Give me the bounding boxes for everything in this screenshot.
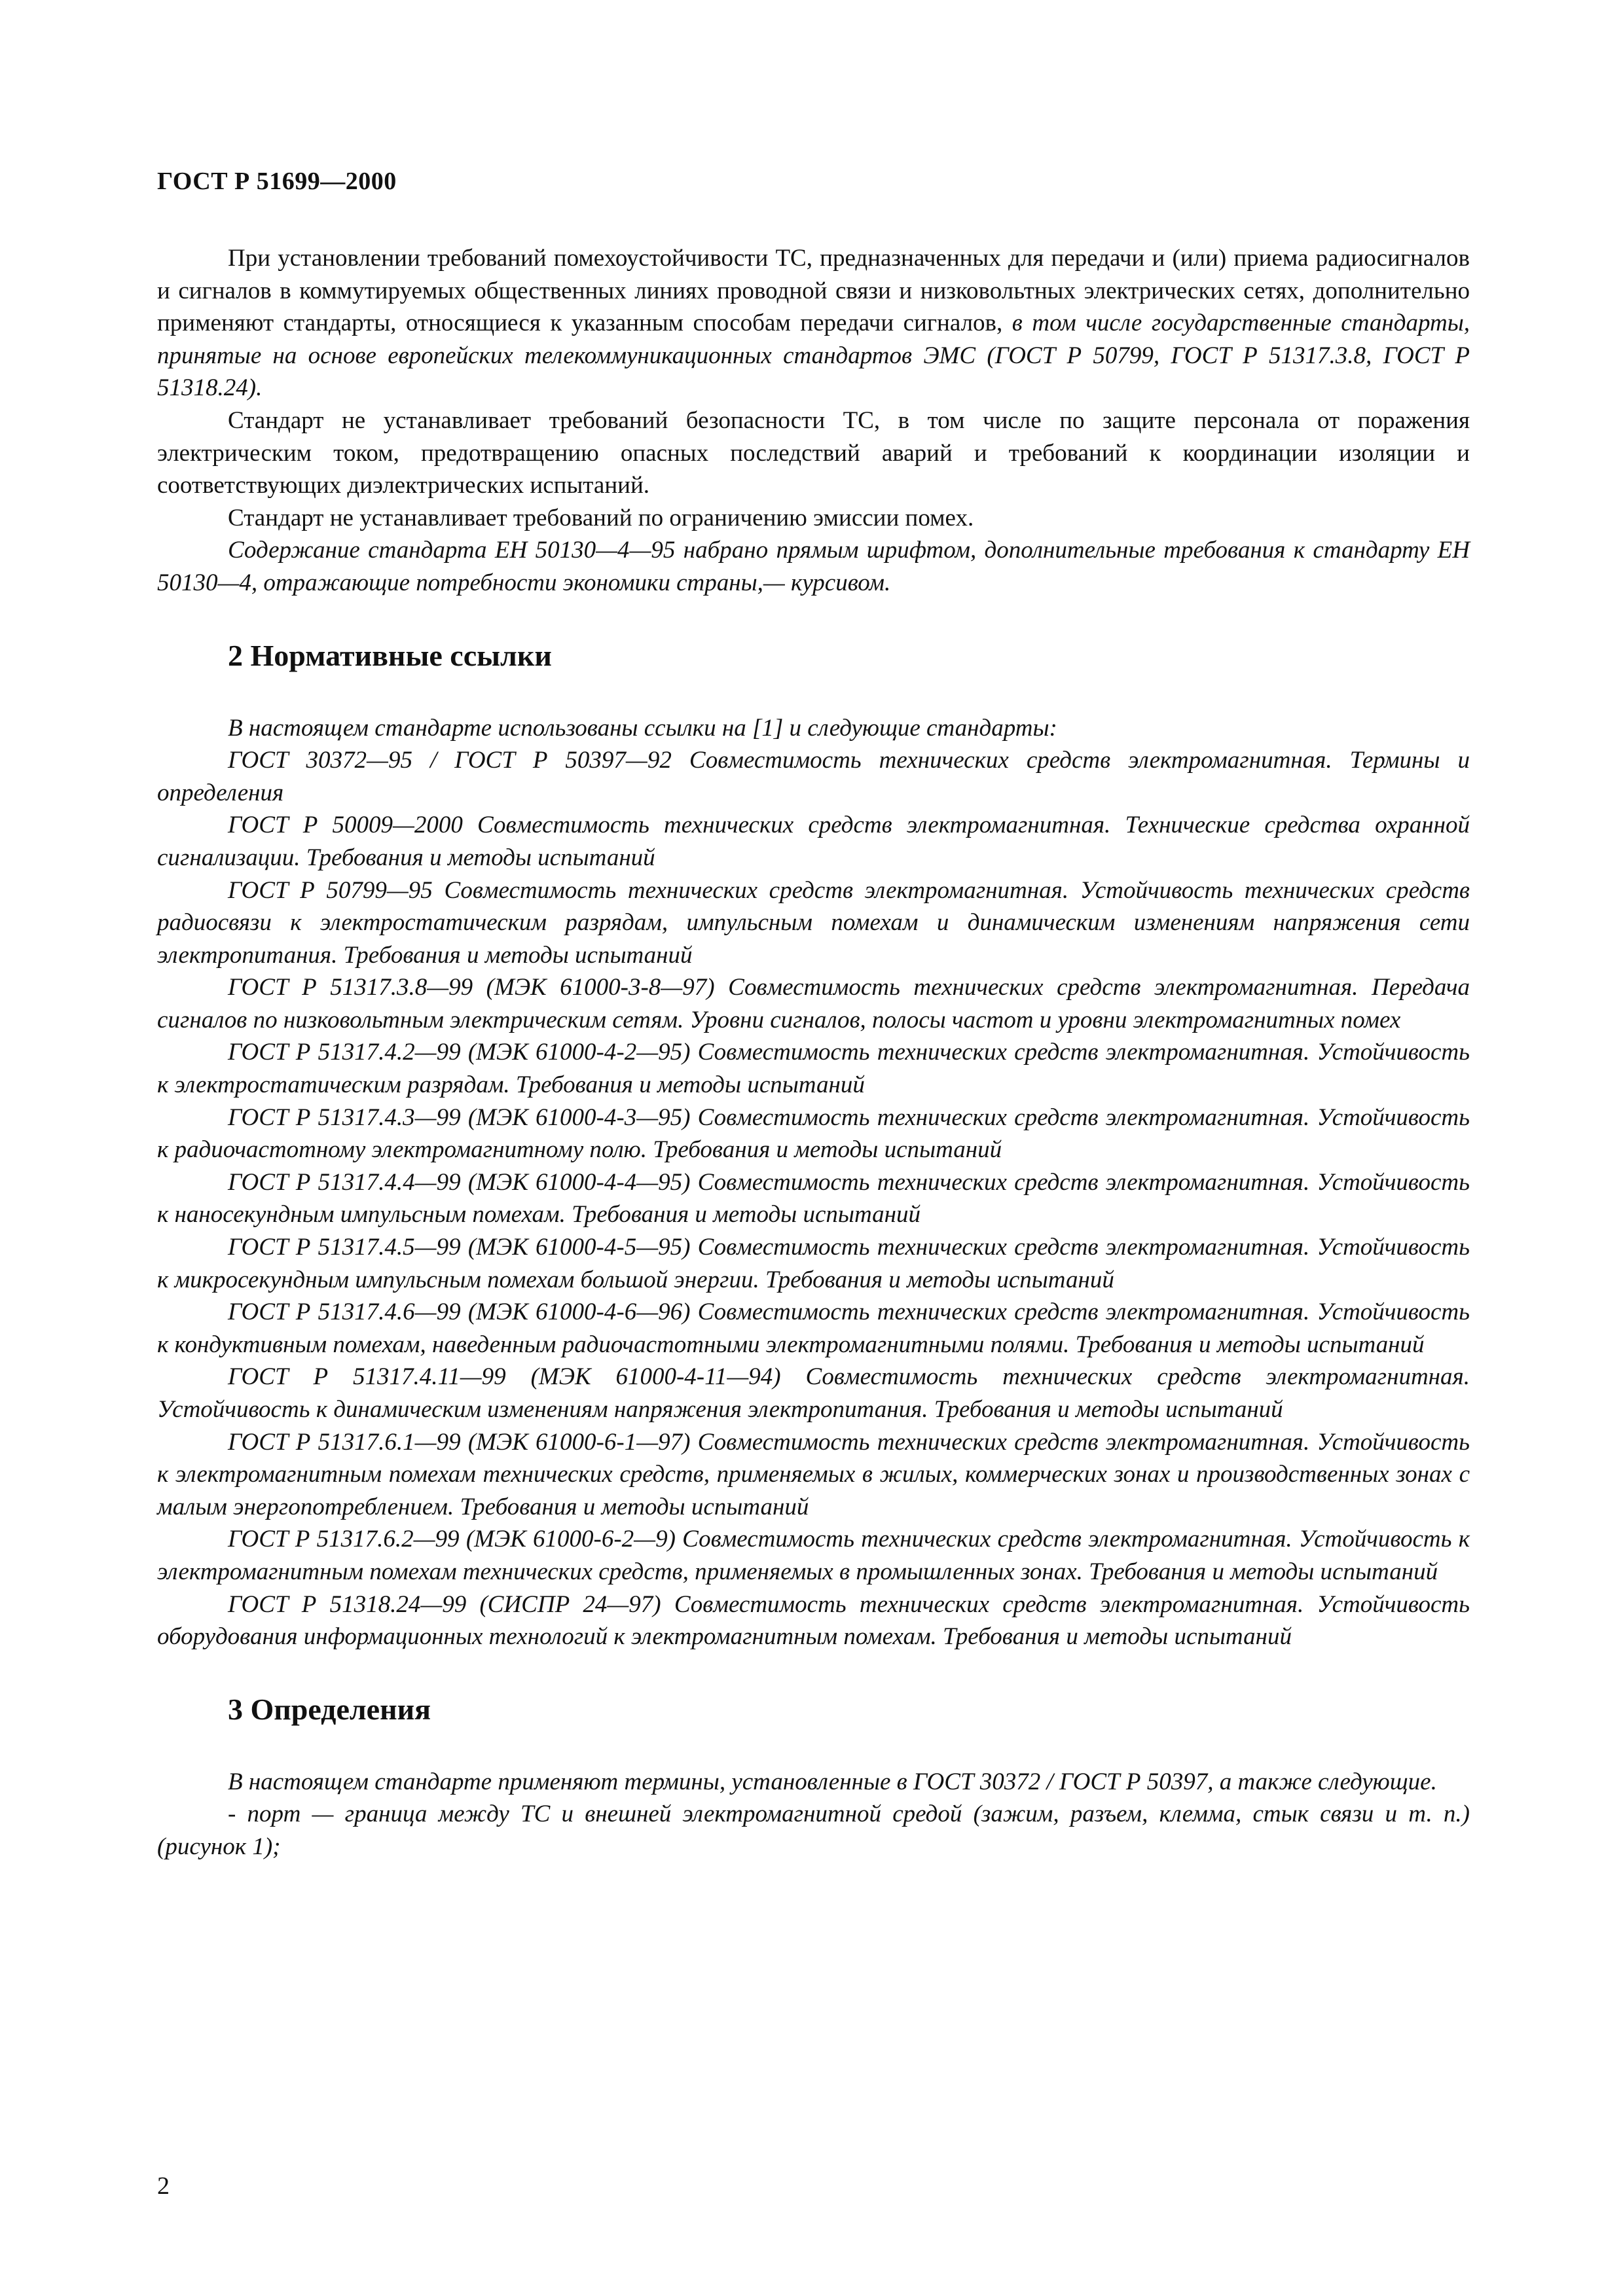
section-2-heading: 2 Нормативные ссылки: [228, 638, 552, 672]
reference-item: ГОСТ Р 50009—2000 Совместимость технических средств электромагнитная. Технические средства охранной сигнализации. Требования и методы испытаний: [157, 812, 1470, 871]
intro-paragraph-1-regular: При установлении требований помехоустойчивости ТС, предназначенных для передачи и (или) приема радиосигналов и сигналов в коммутируемых общественных линиях проводной связи и низковольтных электрических сетях, дополнительно применяют стандарты, относящиеся к указанным способам передачи сигналов,: [157, 245, 1470, 337]
reference-item: ГОСТ Р 51318.24—99 (СИСПР 24—97) Совместимость технических средств электромагнитная. Устойчивость оборудования информационных технологий к электромагнитным помехам. Требования и методы испытаний: [157, 1590, 1470, 1651]
reference-item: ГОСТ Р 51317.4.5—99 (МЭК 61000-4-5—95) Совместимость технических средств электромагнитная. Устойчивость к микросекундным импульсным помехам большой энергии. Требования и методы испытаний: [157, 1234, 1470, 1293]
reference-item: ГОСТ Р 50799—95 Совместимость технических средств электромагнитная. Устойчивость технических средств радиосвязи к электростатическим разрядам, импульсным помехам и динамическим изменениям напряжения сети электропитания. Требования и методы испытаний: [157, 876, 1470, 969]
reference-item: ГОСТ Р 51317.4.2—99 (МЭК 61000-4-2—95) Совместимость технических средств электромагнитная. Устойчивость к электростатическим разрядам. Требования и методы испытаний: [157, 1039, 1470, 1099]
reference-item: ГОСТ Р 51317.6.1—99 (МЭК 61000-6-1—97) Совместимость технических средств электромагнитная. Устойчивость к электромагнитным помехам технических средств, применяемых в жилых, коммерческих зонах и производственных зонах с малым энергопотреблением. Требования и методы испытаний: [157, 1428, 1470, 1520]
intro-paragraph-2: Стандарт не устанавливает требований безопасности ТС, в том числе по защите персонала от поражения электрическим током, предотвращению опасных последствий аварий и требований к координации изоляции и соответствующих диэлектрических испытаний.: [157, 406, 1470, 499]
intro-paragraph-1-italic: в том числе государственные стандарты, принятые на основе европейских телекоммуникационных стандартов ЭМС (ГОСТ Р 50799, ГОСТ Р 51317.3.8, ГОСТ Р 51318.24).: [157, 310, 1470, 402]
reference-item: ГОСТ Р 51317.4.4—99 (МЭК 61000-4-4—95) Совместимость технических средств электромагнитная. Устойчивость к наносекундным импульсным помехам. Требования и методы испытаний: [157, 1168, 1470, 1229]
intro-paragraph-1: [157, 242, 1470, 404]
reference-item: ГОСТ Р 51317.4.3—99 (МЭК 61000-4-3—95) Совместимость технических средств электромагнитная. Устойчивость к радиочастотному электромагнитному полю. Требования и методы испытаний: [157, 1103, 1470, 1164]
intro-paragraph-3: Стандарт не устанавливает требований по ограничению эмиссии помех.: [228, 504, 974, 531]
document-body: [157, 242, 1470, 1863]
reference-item: ГОСТ 30372—95 / ГОСТ Р 50397—92 Совместимость технических средств электромагнитная. Термины и определения: [157, 747, 1470, 806]
section-3-heading: 3 Определения: [228, 1692, 431, 1726]
document-header: ГОСТ Р 51699—2000: [157, 168, 397, 195]
page-number: 2: [157, 2172, 170, 2200]
section-2-lead: В настоящем стандарте использованы ссылки на [1] и следующие стандарты:: [228, 714, 1057, 742]
reference-item: ГОСТ Р 51317.3.8—99 (МЭК 61000-3-8—97) Совместимость технических средств электромагнитная. Передача сигналов по низковольтным электрическим сетям. Уровни сигналов, полосы частот и уровни электромагнитных помех: [157, 974, 1470, 1033]
reference-item: ГОСТ Р 51317.4.11—99 (МЭК 61000-4-11—94) Совместимость технических средств электромагнитная. Устойчивость к динамическим изменениям напряжения электропитания. Требования и методы испытаний: [157, 1363, 1470, 1423]
reference-item: ГОСТ Р 51317.4.6—99 (МЭК 61000-4-6—96) Совместимость технических средств электромагнитная. Устойчивость к кондуктивным помехам, наведенным радиочастотными электромагнитными полями. Требования и методы испытаний: [157, 1299, 1470, 1358]
intro-paragraph-4: Содержание стандарта ЕН 50130—4—95 набрано прямым шрифтом, дополнительные требования к стандарту ЕН 50130—4, отражающие потребности экономики страны,— курсивом.: [157, 537, 1470, 596]
reference-item: ГОСТ Р 51317.6.2—99 (МЭК 61000-6-2—9) Совместимость технических средств электромагнитная. Устойчивость к электромагнитным помехам технических средств, применяемых в промышленных зонах. Требования и методы испытаний: [157, 1526, 1470, 1585]
section-3-lead: В настоящем стандарте применяют термины, установленные в ГОСТ 30372 / ГОСТ Р 50397, а также следующие.: [228, 1768, 1437, 1795]
definition-item: - порт — граница между ТС и внешней электромагнитной средой (зажим, разъем, клемма, стык связи и т. п.) (рисунок 1);: [157, 1801, 1470, 1860]
